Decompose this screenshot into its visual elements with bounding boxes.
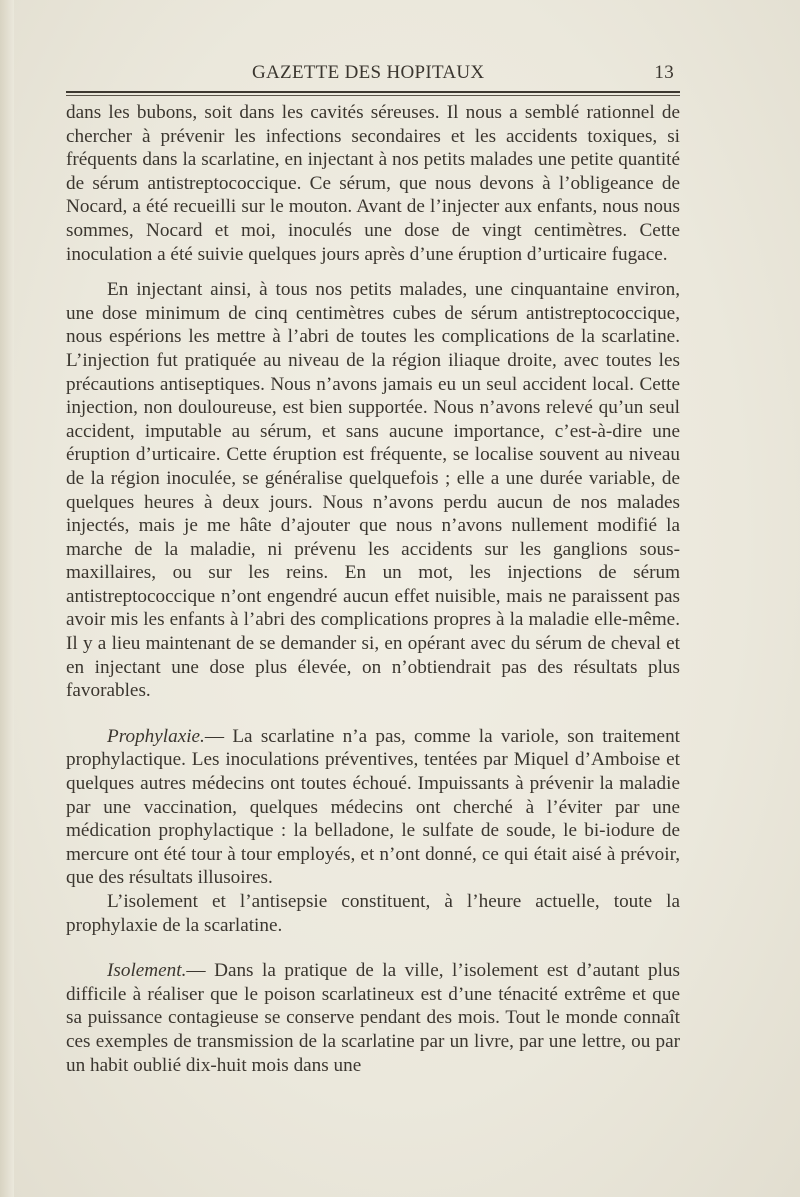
paragraph-isolement-antisepsie: L’isolement et l’antisepsie constituent, à l’heure actuelle, toute la prophylaxie de la scarlatine.	[66, 891, 680, 936]
section-heading-prophylaxie: Prophylaxie.	[107, 725, 205, 747]
paragraph-isolement	[66, 959, 680, 1077]
journal-title: GAZETTE DES HOPITAUX	[252, 62, 485, 83]
paragraph-prophylaxie-text: — La scarlatine n’a pas, comme la variole, son traitement prophylactique. Les inoculations préventives, tentées par Miquel d’Amboise et quelques autres médecins ont toutes échoué. Impuissants à prévenir la maladie par une vaccination, quelques médecins ont cherché à l’éviter par une médication prophylactique : la belladone, le sulfate de soude, le bi-iodure de mercure ont été tour à tour employés, et n’ont donné, ce qui était aisé à prévoir, que des résultats illusoires.	[66, 725, 680, 889]
header-rule-thick	[66, 91, 680, 93]
paragraph-serum-continuation: dans les bubons, soit dans les cavités séreuses. Il nous a semblé rationnel de chercher à prévenir les infections secondaires et les accidents toxiques, si fréquents dans la scarlatine, en injectant à nos petits malades une petite quantité de sérum antistreptococcique. Ce sérum, que nous devons à l’obligeance de Nocard, a été recueilli sur le mouton. Avant de l’injecter aux enfants, nous nous sommes, Nocard et moi, inoculés une dose de vingt centimètres. Cette inoculation a été suivie quelques jours après d’une éruption d’urticaire fugace.	[66, 102, 680, 265]
paragraph-prophylaxie	[66, 725, 680, 890]
paragraph-serum-injection: En injectant ainsi, à tous nos petits malades, une cinquantaine environ, une dose minimum de cinq centimètres cubes de sérum antistreptococcique, nous espérions les mettre à l’abri de toutes les complications de la scarlatine. L’injection fut pratiquée au niveau de la région iliaque droite, avec toutes les précautions antiseptiques. Nous n’avons jamais eu un seul accident local. Cette injection, non douloureuse, est bien supportée. Nous n’avons relevé qu’un seul accident, imputable au sérum, et sans aucune importance, c’est-à-dire une éruption d’urticaire. Cette éruption est fréquente, se localise souvent au niveau de la région inoculée, se généralise quelquefois ; elle a une durée variable, de quelques heures à deux jours. Nous n’avons perdu aucun de nos malades injectés, mais je me hâte d’ajouter que nous n’avons nullement modifié la marche de la maladie, ni prévenu les accidents sur les ganglions sous-maxillaires, ou sur les reins. En un mot, les injections de sérum antistreptococcique n’ont engendré aucun effet nuisible, mais ne paraissent pas avoir mis les enfants à l’abri des complications propres à la maladie elle-même. Il y a lieu maintenant de se demander si, en opérant avec du sérum de cheval et en injectant une dose plus élevée, on n’obtiendrait pas des résultats plus favorables.	[66, 279, 680, 702]
paragraph-isolement-text: — Dans la pratique de la ville, l’isolement est d’autant plus difficile à réaliser que le poison scarlatineux est d’une ténacité extrême et que sa puissance contagieuse se conserve pendant des mois. Tout le monde connaît ces exemples de transmission de la scarlatine par un livre, par une lettre, ou par un habit oublié dix-huit mois dans une	[66, 960, 680, 1076]
article-body	[66, 101, 680, 1077]
page-number: 13	[654, 62, 674, 83]
page-gutter	[0, 0, 14, 1197]
section-heading-isolement: Isolement.	[107, 960, 187, 982]
header-rule-thin	[66, 95, 680, 96]
running-header	[66, 62, 680, 88]
